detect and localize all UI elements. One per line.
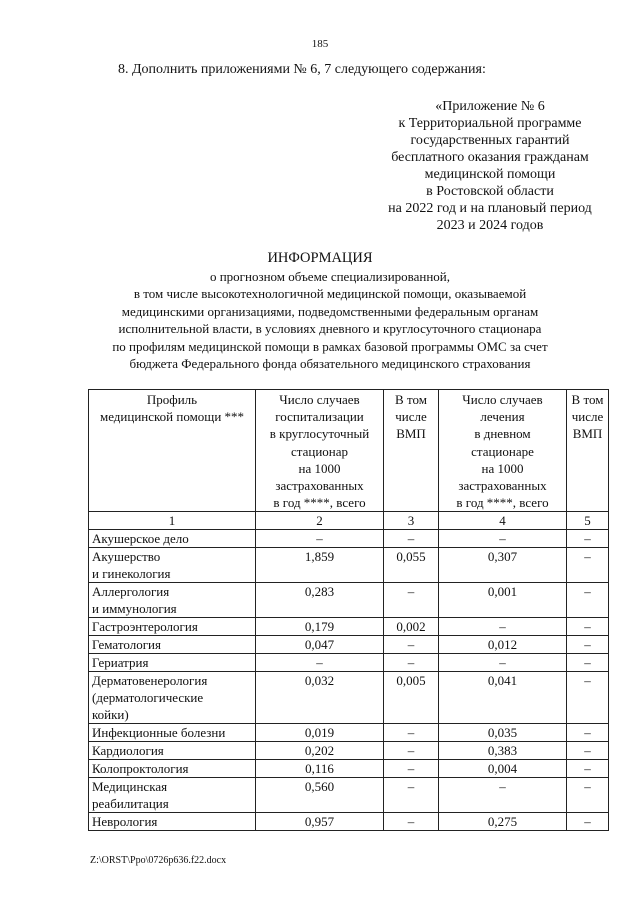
profile-line: (дерматологические	[92, 690, 204, 706]
column-number: 4	[439, 512, 567, 530]
table-row	[89, 618, 609, 636]
value-cell: 0,032	[256, 672, 384, 724]
header-line: Число случаев	[279, 392, 360, 407]
value-cell: –	[567, 636, 609, 654]
table-row	[89, 636, 609, 654]
data-table	[88, 389, 609, 831]
profile-line: Акушерство	[92, 549, 161, 565]
table-row	[89, 530, 609, 548]
profile-cell	[89, 583, 256, 618]
header-line: В том	[571, 392, 604, 407]
value-cell: 0,116	[256, 760, 384, 778]
value-cell: 0,383	[439, 742, 567, 760]
profile-line: Неврология	[92, 814, 158, 830]
header-line: лечения	[480, 409, 525, 425]
value-cell: –	[384, 813, 439, 831]
header-line: числе	[395, 409, 427, 425]
profile-cell	[89, 778, 256, 813]
table-header-row	[89, 390, 609, 512]
profile-line: Гастроэнтерология	[92, 619, 198, 635]
header-line: в круглосуточный	[269, 426, 370, 442]
header-line: на 1000	[298, 460, 341, 476]
profile-cell	[89, 742, 256, 760]
value-cell: –	[439, 654, 567, 672]
column-number-row	[89, 512, 609, 530]
value-cell: –	[384, 654, 439, 672]
value-cell: –	[567, 742, 609, 760]
value-cell: –	[567, 724, 609, 742]
header-line: ВМП	[396, 426, 426, 442]
header-line: застрахованных	[275, 478, 364, 494]
value-cell: –	[567, 778, 609, 813]
table-row	[89, 654, 609, 672]
value-cell: –	[439, 530, 567, 548]
profile-cell	[89, 654, 256, 672]
value-cell: –	[439, 778, 567, 813]
info-line: медицинскими организациями, подведомственными федеральным органам	[121, 303, 539, 319]
value-cell: 0,012	[439, 636, 567, 654]
annex-line: медицинской помощи	[424, 167, 556, 182]
value-cell: 0,283	[256, 583, 384, 618]
annex-line: бесплатного оказания гражданам	[391, 150, 589, 165]
profile-line: Аллергология	[92, 584, 170, 600]
column-header	[256, 390, 384, 512]
table-row	[89, 742, 609, 760]
value-cell: –	[256, 530, 384, 548]
profile-cell	[89, 672, 256, 724]
value-cell: 0,005	[384, 672, 439, 724]
value-cell: 0,275	[439, 813, 567, 831]
annex-header	[355, 98, 625, 234]
profile-cell	[89, 636, 256, 654]
column-number: 1	[89, 512, 256, 530]
column-header	[439, 390, 567, 512]
header-line: В том	[395, 392, 427, 407]
header-line: на 1000	[481, 460, 524, 476]
value-cell: –	[384, 742, 439, 760]
info-line: по профилям медицинской помощи в рамках базовой программы ОМС за счет	[112, 338, 548, 354]
header-line: госпитализации	[275, 409, 364, 425]
header-line: застрахованных	[458, 478, 547, 494]
value-cell: –	[567, 813, 609, 831]
profile-line: койки)	[92, 707, 129, 723]
profile-line: Гериатрия	[92, 655, 149, 671]
value-cell: 0,560	[256, 778, 384, 813]
info-line: бюджета Федерального фонда обязательного медицинского страхования	[129, 356, 531, 372]
value-cell: –	[567, 760, 609, 778]
annex-line: в Ростовской области	[426, 184, 554, 199]
profile-cell	[89, 618, 256, 636]
column-number: 5	[567, 512, 609, 530]
value-cell: –	[384, 760, 439, 778]
header-line: медицинской помощи ***	[99, 409, 245, 425]
value-cell: 0,179	[256, 618, 384, 636]
table-row	[89, 583, 609, 618]
profile-line: и иммунология	[92, 601, 177, 617]
profile-cell	[89, 760, 256, 778]
value-cell: 0,002	[384, 618, 439, 636]
profile-cell	[89, 813, 256, 831]
annex-line: 2023 и 2024 годов	[436, 218, 544, 233]
value-cell: –	[384, 778, 439, 813]
table-row	[89, 813, 609, 831]
value-cell: 1,859	[256, 548, 384, 583]
header-line: в год ****, всего	[273, 495, 366, 511]
page-number: 185	[311, 38, 329, 50]
header-line: стационар	[290, 443, 349, 459]
info-line: в том числе высокотехнологичной медицинской помощи, оказываемой	[133, 286, 527, 302]
header-line: Число случаев	[462, 392, 543, 407]
profile-line: Инфекционные болезни	[92, 725, 226, 741]
profile-cell	[89, 724, 256, 742]
info-line: о прогнозном объеме специализированной,	[209, 269, 451, 284]
value-cell: 0,202	[256, 742, 384, 760]
value-cell: –	[567, 583, 609, 618]
profile-cell	[89, 530, 256, 548]
info-line: исполнительной власти, в условиях дневного и круглосуточного стационара	[118, 321, 542, 337]
value-cell: 0,957	[256, 813, 384, 831]
table-row	[89, 548, 609, 583]
column-header	[89, 390, 256, 512]
column-header	[567, 390, 609, 512]
value-cell: 0,307	[439, 548, 567, 583]
value-cell: –	[384, 636, 439, 654]
value-cell: 0,035	[439, 724, 567, 742]
value-cell: 0,004	[439, 760, 567, 778]
value-cell: –	[384, 724, 439, 742]
profile-line: Гематология	[92, 637, 161, 653]
column-number: 2	[256, 512, 384, 530]
profile-line: реабилитация	[92, 796, 169, 812]
intro-paragraph: 8. Дополнить приложениями № 6, 7 следующего содержания:	[118, 62, 486, 77]
value-cell: –	[567, 618, 609, 636]
header-line: в дневном	[474, 426, 531, 442]
info-title: ИНФОРМАЦИЯ	[267, 250, 373, 266]
profile-line: Медицинская	[92, 779, 168, 795]
profile-line: Дерматовенерология	[92, 673, 208, 689]
annex-line: на 2022 год и на плановый период	[388, 201, 592, 216]
annex-line: государственных гарантий	[410, 133, 570, 148]
value-cell: –	[567, 548, 609, 583]
header-line: числе	[571, 409, 604, 425]
header-line: Профиль	[146, 392, 198, 407]
value-cell: –	[567, 672, 609, 724]
header-line: ВМП	[572, 426, 603, 442]
header-line: стационаре	[471, 443, 534, 459]
column-header	[384, 390, 439, 512]
value-cell: 0,019	[256, 724, 384, 742]
table-row	[89, 760, 609, 778]
table-row	[89, 778, 609, 813]
annex-line: к Территориальной программе	[398, 116, 582, 131]
profile-line: Колопроктология	[92, 761, 189, 777]
value-cell: 0,047	[256, 636, 384, 654]
value-cell: –	[384, 530, 439, 548]
value-cell: –	[567, 654, 609, 672]
value-cell: 0,055	[384, 548, 439, 583]
value-cell: –	[256, 654, 384, 672]
file-path: Z:\ORST\Ppo\0726p636.f22.docx	[90, 855, 227, 866]
table-row	[89, 724, 609, 742]
profile-line: и гинекология	[92, 566, 171, 582]
column-number: 3	[384, 512, 439, 530]
profile-line: Кардиология	[92, 743, 164, 759]
value-cell: –	[384, 583, 439, 618]
profile-line: Акушерское дело	[92, 531, 189, 547]
value-cell: 0,001	[439, 583, 567, 618]
table-row	[89, 672, 609, 724]
header-line: в год ****, всего	[456, 495, 549, 511]
value-cell: –	[439, 618, 567, 636]
info-description	[60, 268, 600, 372]
profile-cell	[89, 548, 256, 583]
annex-line: «Приложение № 6	[435, 99, 545, 114]
value-cell: 0,041	[439, 672, 567, 724]
value-cell: –	[567, 530, 609, 548]
